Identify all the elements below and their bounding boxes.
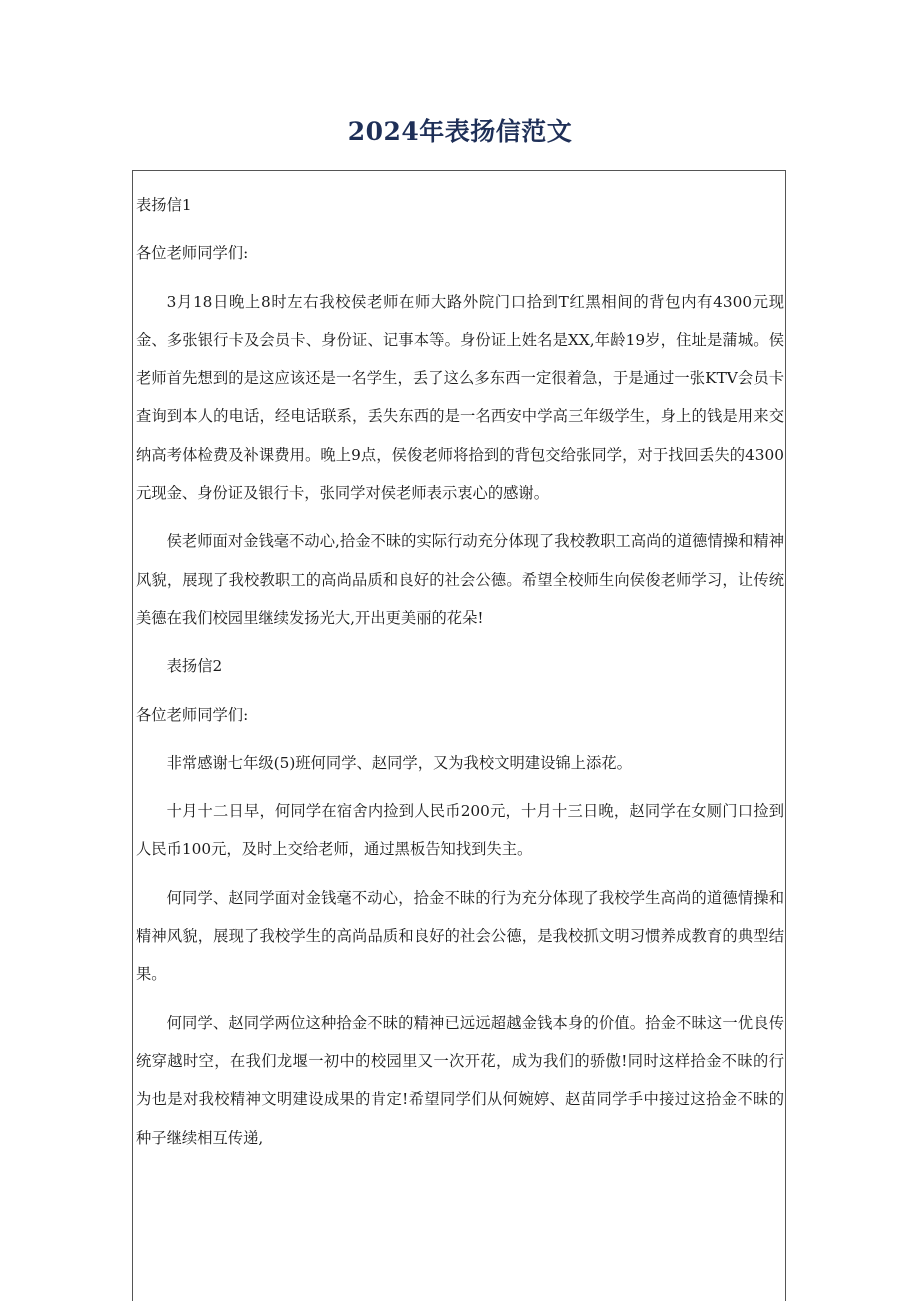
letter2-paragraph: 何同学、赵同学面对金钱毫不动心，拾金不昧的行为充分体现了我校学生高尚的道德情操和精神风貌，展现了我校学生的高尚品质和良好的社会公德，是我校抓文明习惯养成教育的典型结果。 — [136, 888, 784, 984]
letter2-paragraph: 十月十二日早，何同学在宿舍内捡到人民币200元，十月十三日晚，赵同学在女厕门口捡到人民币100元，及时上交给老师，通过黑板告知找到失主。 — [136, 802, 784, 859]
letter2-heading: 表扬信2 — [166, 657, 223, 676]
letter1-paragraph: 3月18日晚上8时左右我校侯老师在师大路外院门口拾到T红黑相间的背包内有4300元现金、多张银行卡及会员卡、身份证、记事本等。身份证上姓名是XX,年龄19岁，住址是蒲城。侯老师首先想到的是这应该还是一名学生，丢了这么多东西一定很着急，于是通过一张KTV会员卡查询到本人的电话，经电话联系，丢失东西的是一名西安中学高三年级学生，身上的钱是用来交纳高考体检费及补课费用。晚上9点，侯俊老师将拾到的背包交给张同学，对于找回丢失的4300元现金、身份证及银行卡，张同学对侯老师表示衷心的感谢。 — [136, 292, 784, 503]
letter2-salutation: 各位老师同学们: — [136, 705, 249, 724]
page-title: 2024年表扬信范文 — [347, 117, 573, 146]
letter1-paragraph: 侯老师面对金钱毫不动心,拾金不昧的实际行动充分体现了我校教职工高尚的道德情操和精神风貌，展现了我校教职工的高尚品质和良好的社会公德。希望全校师生向侯俊老师学习，让传统美德在我们校园里继续发扬光大,开出更美丽的花朵! — [136, 532, 784, 627]
letter1-salutation: 各位老师同学们: — [136, 244, 249, 263]
document-body — [136, 186, 784, 1167]
letter2-paragraph: 非常感谢七年级(5)班何同学、赵同学，又为我校文明建设锦上添花。 — [166, 753, 632, 772]
letter2-paragraph: 何同学、赵同学两位这种拾金不昧的精神已远远超越金钱本身的价值。拾金不昧这一优良传统穿越时空，在我们龙堰一初中的校园里又一次开花，成为我们的骄傲!同时这样拾金不昧的行为也是对我校精神文明建设成果的肯定!希望同学们从何婉婷、赵苗同学手中接过这拾金不昧的种子继续相互传递, — [136, 1013, 784, 1147]
letter1-heading: 表扬信1 — [136, 196, 192, 214]
